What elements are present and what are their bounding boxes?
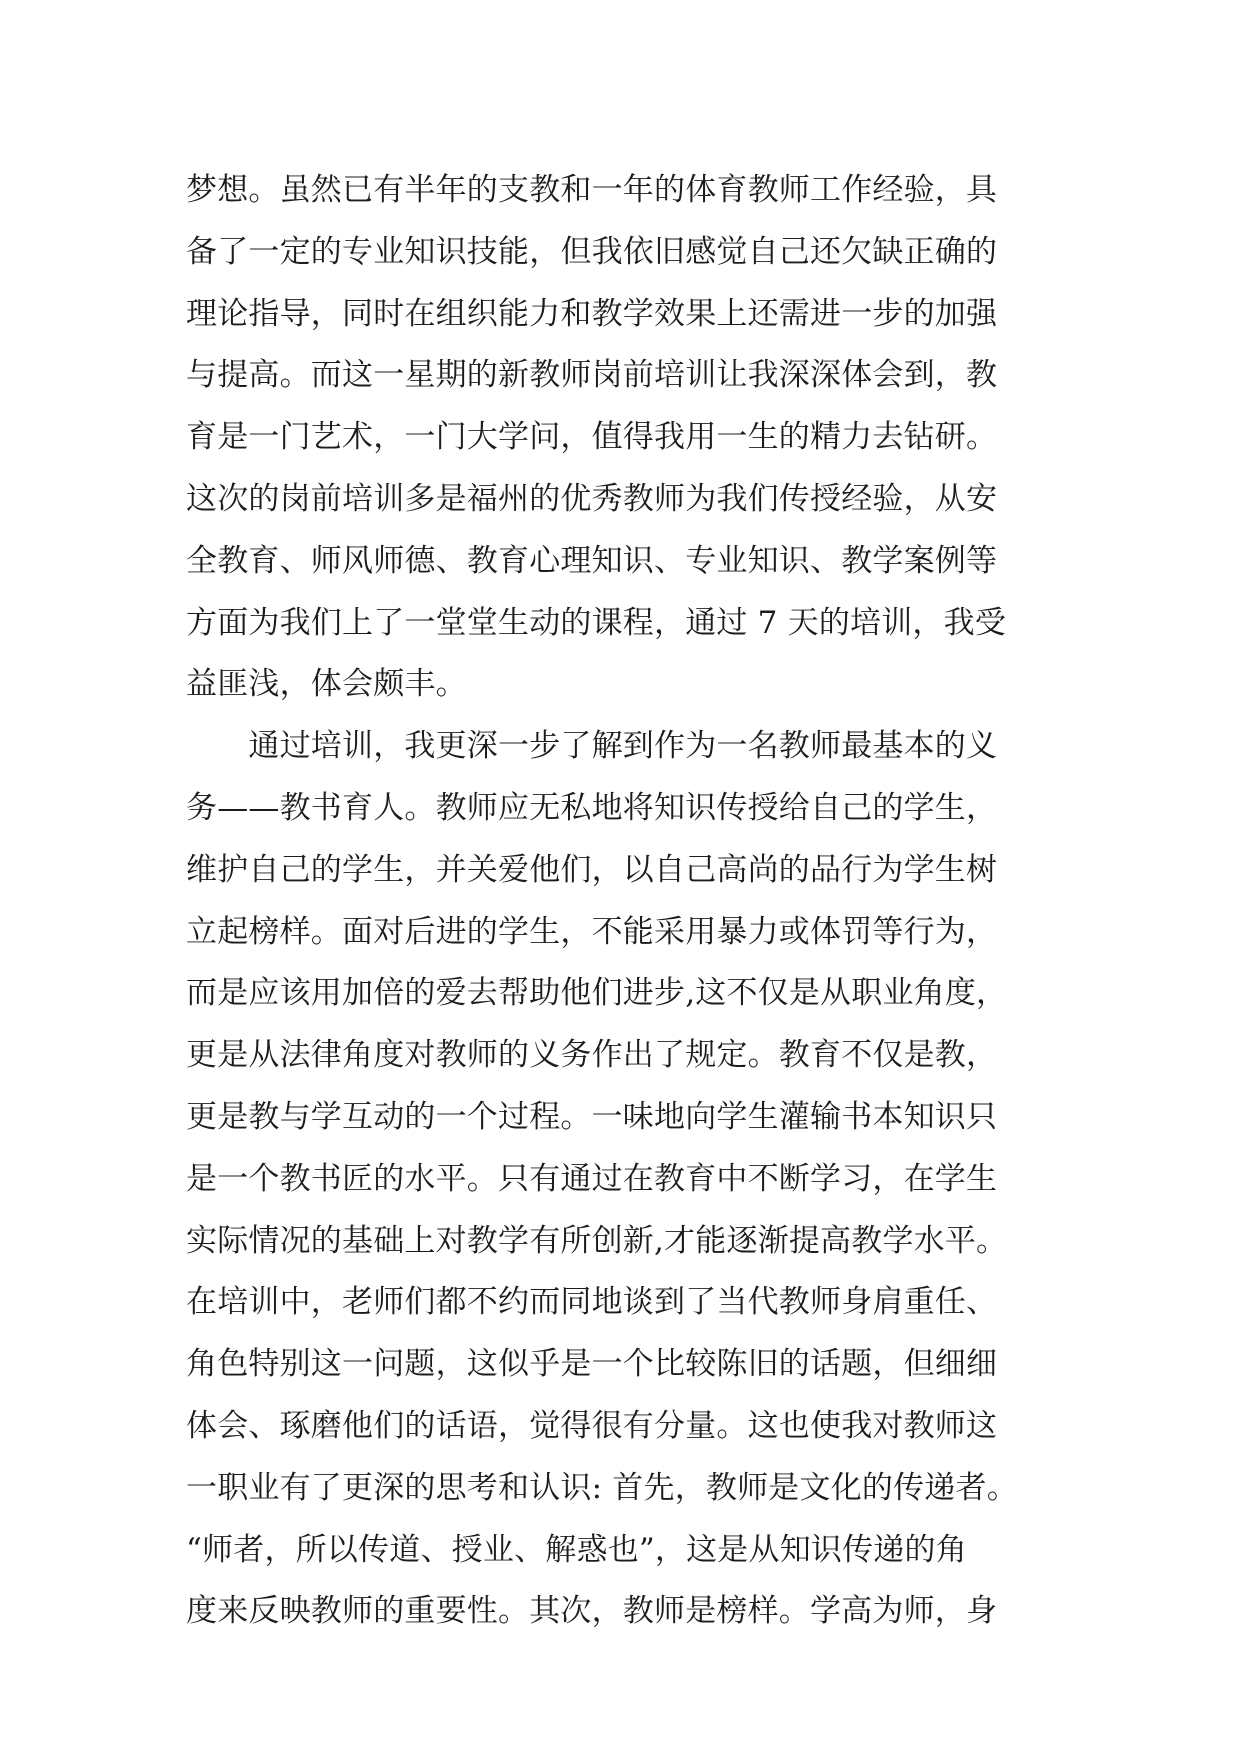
text-line: 角色特别这一问题，这似乎是一个比较陈旧的话题，但细细 bbox=[186, 1346, 998, 1383]
text-line: 备了一定的专业知识技能，但我依旧感觉自己还欠缺正确的 bbox=[186, 233, 998, 270]
text-line: 方面为我们上了一堂堂生动的课程，通过 7 天的培训，我受 bbox=[186, 604, 1007, 641]
text-line: 体会、琢磨他们的话语，觉得很有分量。这也使我对教师这 bbox=[186, 1407, 998, 1444]
text-line: 全教育、师风师德、教育心理知识、专业知识、教学案例等 bbox=[186, 542, 998, 579]
text-line: 而是应该用加倍的爱去帮助他们进步,这不仅是从职业角度， bbox=[186, 975, 1008, 1012]
text-line: 益匪浅，体会颇丰。 bbox=[186, 666, 467, 703]
text-line: 一职业有了更深的思考和认识: 首先，教师是文化的传递者。 bbox=[186, 1469, 1018, 1506]
text-line: 与提高。而这一星期的新教师岗前培训让我深深体会到，教 bbox=[186, 357, 998, 394]
text-line: 梦想。虽然已有半年的支教和一年的体育教师工作经验，具 bbox=[186, 172, 998, 208]
text-line: 是一个教书匠的水平。只有通过在教育中不断学习，在学生 bbox=[186, 1160, 998, 1197]
text-line: 在培训中，老师们都不约而同地谈到了当代教师身肩重任、 bbox=[186, 1284, 998, 1321]
text-line: 更是教与学互动的一个过程。一味地向学生灌输书本知识只 bbox=[186, 1098, 998, 1135]
text-line: 通过培训，我更深一步了解到作为一名教师最基本的义 bbox=[186, 728, 998, 765]
text-line: “师者，所以传道、授业、解惑也”，这是从知识传递的角 bbox=[186, 1531, 967, 1568]
body-text bbox=[186, 160, 1066, 1643]
text-line: 这次的岗前培训多是福州的优秀教师为我们传授经验，从安 bbox=[186, 480, 998, 517]
text-line: 务——教书育人。教师应无私地将知识传授给自己的学生， bbox=[186, 789, 998, 826]
text-line: 育是一门艺术，一门大学问，值得我用一生的精力去钻研。 bbox=[186, 419, 998, 456]
text-line: 度来反映教师的重要性。其次，教师是榜样。学高为师，身 bbox=[186, 1593, 998, 1630]
text-line: 实际情况的基础上对教学有所创新,才能逐渐提高教学水平。 bbox=[186, 1222, 1008, 1259]
text-line: 维护自己的学生，并关爱他们，以自己高尚的品行为学生树 bbox=[186, 851, 998, 888]
text-line: 理论指导，同时在组织能力和教学效果上还需进一步的加强 bbox=[186, 295, 998, 332]
text-line: 更是从法律角度对教师的义务作出了规定。教育不仅是教， bbox=[186, 1037, 998, 1074]
text-line: 立起榜样。面对后进的学生，不能采用暴力或体罚等行为， bbox=[186, 913, 998, 950]
